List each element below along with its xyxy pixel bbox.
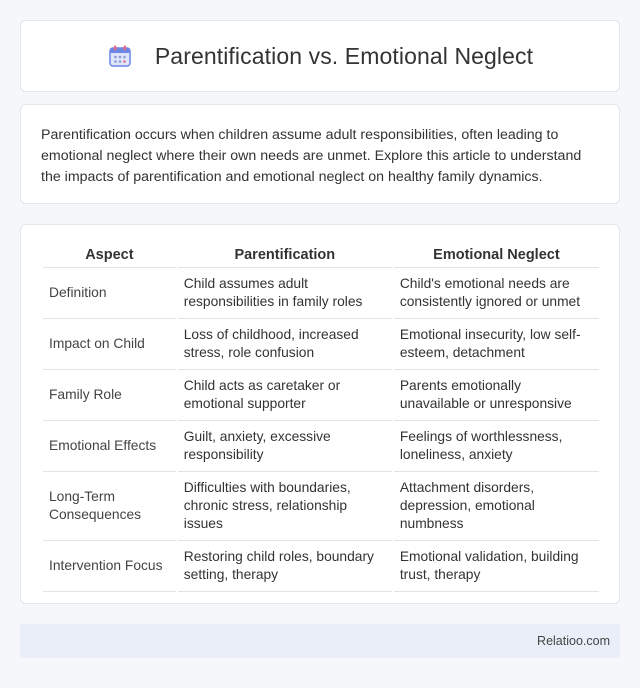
row-emotional-neglect: Attachment disorders, depression, emotional numbness bbox=[394, 472, 599, 541]
footer-brand[interactable]: Relatioo.com bbox=[537, 634, 610, 648]
row-emotional-neglect: Emotional validation, building trust, therapy bbox=[394, 541, 599, 592]
table-row bbox=[43, 541, 599, 592]
row-aspect: Family Role bbox=[43, 370, 176, 421]
intro-card bbox=[20, 104, 620, 204]
header-parentification: Parentification bbox=[178, 245, 392, 268]
row-aspect: Intervention Focus bbox=[43, 541, 176, 592]
intro-text: Parentification occurs when children assume adult responsibilities, often leading to emotional neglect where their own needs are unmet. Explore this article to understand the impacts of parentification and emotional neglect on healthy family dynamics. bbox=[41, 127, 582, 185]
table-row bbox=[43, 472, 599, 541]
header-aspect: Aspect bbox=[43, 245, 176, 268]
row-emotional-neglect: Parents emotionally unavailable or unresponsive bbox=[394, 370, 599, 421]
row-aspect: Emotional Effects bbox=[43, 421, 176, 472]
row-parentification: Guilt, anxiety, excessive responsibility bbox=[178, 421, 392, 472]
row-emotional-neglect: Child's emotional needs are consistently ignored or unmet bbox=[394, 268, 599, 319]
comparison-table bbox=[41, 245, 601, 592]
row-aspect: Long-Term Consequences bbox=[43, 472, 176, 541]
row-aspect: Definition bbox=[43, 268, 176, 319]
comparison-table-card bbox=[20, 224, 620, 604]
row-aspect: Impact on Child bbox=[43, 319, 176, 370]
row-parentification: Difficulties with boundaries, chronic stress, relationship issues bbox=[178, 472, 392, 541]
row-parentification: Child assumes adult responsibilities in family roles bbox=[178, 268, 392, 319]
page-title: Parentification vs. Emotional Neglect bbox=[154, 42, 534, 69]
row-parentification: Restoring child roles, boundary setting, therapy bbox=[178, 541, 392, 592]
row-parentification: Child acts as caretaker or emotional supporter bbox=[178, 370, 392, 421]
header-emotional-neglect: Emotional Neglect bbox=[394, 245, 599, 268]
row-emotional-neglect: Feelings of worthlessness, loneliness, anxiety bbox=[394, 421, 599, 472]
title-card bbox=[20, 20, 620, 92]
table-row bbox=[43, 319, 599, 370]
row-emotional-neglect: Emotional insecurity, low self-esteem, detachment bbox=[394, 319, 599, 370]
table-row bbox=[43, 370, 599, 421]
table-header-row bbox=[43, 245, 599, 268]
footer bbox=[20, 624, 620, 658]
table-row bbox=[43, 421, 599, 472]
calendar-icon bbox=[107, 43, 133, 69]
row-parentification: Loss of childhood, increased stress, role confusion bbox=[178, 319, 392, 370]
table-row bbox=[43, 268, 599, 319]
